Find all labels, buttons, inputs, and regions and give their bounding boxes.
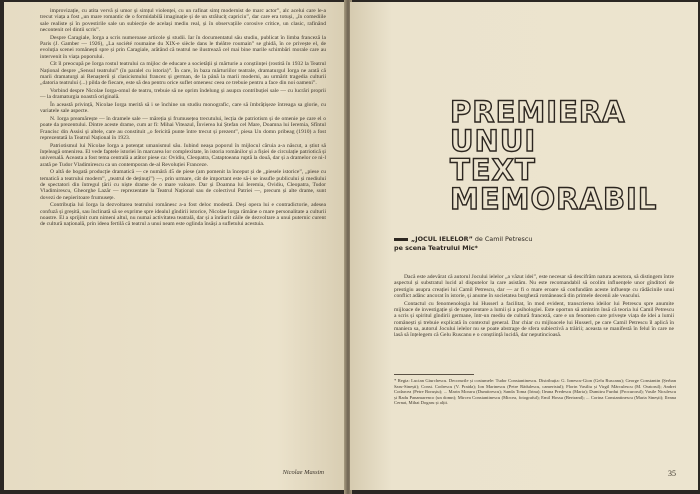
footnote-rule (394, 374, 474, 375)
paragraph: Dacă este adevărat că autorul Jocului ielelor „a văzut idei”, este necesar să descifrăm natura acestora, să distingem între aspectul și substratul lucid al disputelor la care asistăm. Nu este recomandabil să ocolim influențele unor gînditori de prestigiu asupra creației lui Camil Petrescu, dar — ar fi o mare eroare să confundăm aceste influențe cu rădăcinile unui conflict adânc ancorat în istorie, și anume în societatea burgheză românească din primele decenii ale veacului. (394, 274, 674, 300)
paragraph: O altă de bogată producție dramatică — ce numără 45 de piese (am pomenit la început și de „piesele istorice”, „piese cu tematică a teatrului modern”, „teatrul de deținuți”) —, prin urmare, cât de important este să-i se insufle publicului și mediului de spectatori din întregul țării cu niște drame de o mare valoare. Dar și Doamna lui Ieremia, Ovidiu, Cleopatra, Tudor Vladimirescu, Gheorghe Lazăr — reprezentate la Teatrul Național sau de colectivul Patriei —, precum și alte drame, sunt dovezi de nepieritoare frumusețe. (40, 169, 326, 201)
author-signature: Nicolae Massim (282, 469, 324, 476)
cast-footnote: * Regia: Lucian Giurchescu. Decorurile și costumele: Tudor Constantinescu. Distribuția: G. Ionescu-Gion (Gelu Ruscanu); George Constantin (Șerban Saru-Sinești); Const. Codrescu (V. Praida); Ion Marinescu (Petre Rădulescu, cameristul); Florin Vasiliu și Virgil Mărculescu (M. Oratorul); Andrei Codarcea (Petre Borușiu); ... Marin Moraru (Dumitrescu); Sanda Toma (Irina); Ileana Predescu (Maria); Dumitru Furdui (Procurorul); Vasile Niculescu și Radu Panamarenco (un domn); Mircea Constantinescu (Mircea, fotograful); Emil Hossu (Bertrand); ... Corina Constantinescu (Maria Sinești); Ileana Cernat, Mihai Dogaru și alții. (394, 378, 676, 406)
paragraph: Despre Caragiale, Iorga a scris numeroase articole și studii. Iar în documentatul său studiu, publicat în limba franceză la Paris (J. Gamber — 1926), „La société roumaine du XIX-e siècle dans le théâtre roumain” se ghidă, în ce privește el, de evoluția scenei românești spre și prin Caragiale, arătând că teatrul ne ilustrează cel mai bine marile schimbări morale care au intervenit în viața poporului. (40, 34, 326, 60)
title-line: MEMORABIL (450, 182, 658, 216)
right-page (350, 2, 698, 490)
left-article-column (40, 8, 326, 229)
article-title (450, 95, 658, 216)
paragraph: În această privință, Nicolae Iorga merită să i se închine un studiu monografic, care să îmbrățișeze întreaga sa glorie, cu variatele sale aspecte. (40, 102, 326, 115)
paragraph: Patriotismul lui Nicolae Iorga a potențat umanismul său. Iubind neașa poporul în mijlocul căruia a-a născut, a știut să înțeleagă omenirea. El vede faptele istoriei în marcarea lor complexitate, în istoria românilor și a fișiei de circulație patriotică și universală. Aceasta a fost tema centrală a atâtor piese ca: Ovidiu, Cleopatra, Cataptoeana ruptă la două, dar și a dramelor ce ni-l arată pe Tudor Vladimirescu ca un contemporan de-al Revoluției Franceze. (40, 142, 326, 168)
right-article-column (394, 274, 674, 340)
title-line: UNUI (450, 124, 537, 158)
paragraph: N. Iorga preamărește — în dramele sale — măreția și frumusețea trecutului, lecția de patriotism și de omenie pe care el o poate da prezentului. Dintre aceste drame, cum ar fi: Mihai Viteazul, Învierea lui Ștefan cel Mare, Doamna lui Ieremia, Sfîntul Francisc din Assisi și altele, care au constituit „o fericită punte între trecut și prezent”, piesa Un domn pribeag (1910) a fost reprezentată la Teatrul Național în 1923. (40, 115, 326, 142)
title-line: PREMIERA (450, 95, 626, 129)
title-line: TEXT (450, 153, 536, 187)
paragraph: Contactul cu fenomenologia lui Husserl a facilitat, în mod evident, transcrierea ideilor lui Petrescu spre anumite mijloace de investigație și de reprezentare a lumii și a psihologiei. Este oportun să amintim însă că teoria lui Camil Petrescu a scris și spiritul gîndirii germane, într-un mediu de cultură franceză, care e un fenomen care privește viața de idei a lumii românești și trebuie explicată în contextul general. Dar chiar cu mijloacele lui Husserl, pe care Camil Petrescu îl aplică în maniera sa, autorul Jocului ielelor nu se poate abstrage de sfera subiectivă a trăirii; aceasta se manifestă în felul în care ne lasă să înțelegem că Gelu Ruscanu e o conștiință lucidă, dar neputincioasă. (394, 300, 674, 339)
left-page (4, 2, 346, 490)
play-title: „JOCUL IELELOR” (411, 235, 473, 243)
article-subtitle (394, 235, 532, 252)
page-number: 35 (668, 469, 676, 478)
paragraph: Vorbind despre Nicolae Iorga-omul de teatru, trebuie să ne oprim îndelung și asupra contribuției sale — cu lucrări proprii — la dramaturgia noastră originală. (40, 88, 326, 101)
paragraph: improvizație, cu atita vervă și umor și simțul violenței, cu un rafinat simț modernist de marc actor”, alc acelui care le-a trecut viața a fost „un mare romantic de o formidabilă imaginație și de un străluciț capriciu”, dar care era totuși, „în comediile sale realiste și în povestirile sale un subiecție de același mediu real, și în observațiile corosive critice, un clasic, rafinând necontenit cel dintii scris”. (40, 8, 326, 34)
subtitle-venue: pe scena Teatrului Mic* (394, 243, 478, 252)
paragraph: Cît îl preocupă pe Iorga rostul teatrului ca mijloc de educare a societății și mărturie a conștiinței (rostită în 1932 la Teatrul Național despre „Sensul teatrului” (în paralel cu istoria)”. În care, în baza mărturiilor teatrale, dramaturgul Iorga ne arată că marii dramaturgi ai Renașterii și clasicismului francez și german, de la până la marii moderni, au urmărit tragedia culturii „datoria teatrului (...) pilda de fiecare, este să dea pentru orice suflet omenesc ceea ce trebuie pentru a face din noi oameni”. (40, 61, 326, 87)
paragraph: Contribuția lui Iorga la dezvoltarea teatrului românesc a-a fost deloc modestă. Deși opera lui e contradictorie, adesea confuză și greșită, sau înclinată să se exprime spre idealul gîndirii istorice, Nicolae Iorga rămâne o mare personalitate a culturii noastre. El a sprijinit cum nimeni altul, nu numai activitatea teatrală, dar și a înrâurit căile de dezvoltare a unui puternic curent de cultură națională, prin ideea fertilă că teatrul a unui neam este oglinda însăși a sufletului acestuia. (40, 202, 326, 228)
subtitle-author: de Camil Petrescu (474, 235, 533, 243)
dash-bar (394, 238, 408, 241)
